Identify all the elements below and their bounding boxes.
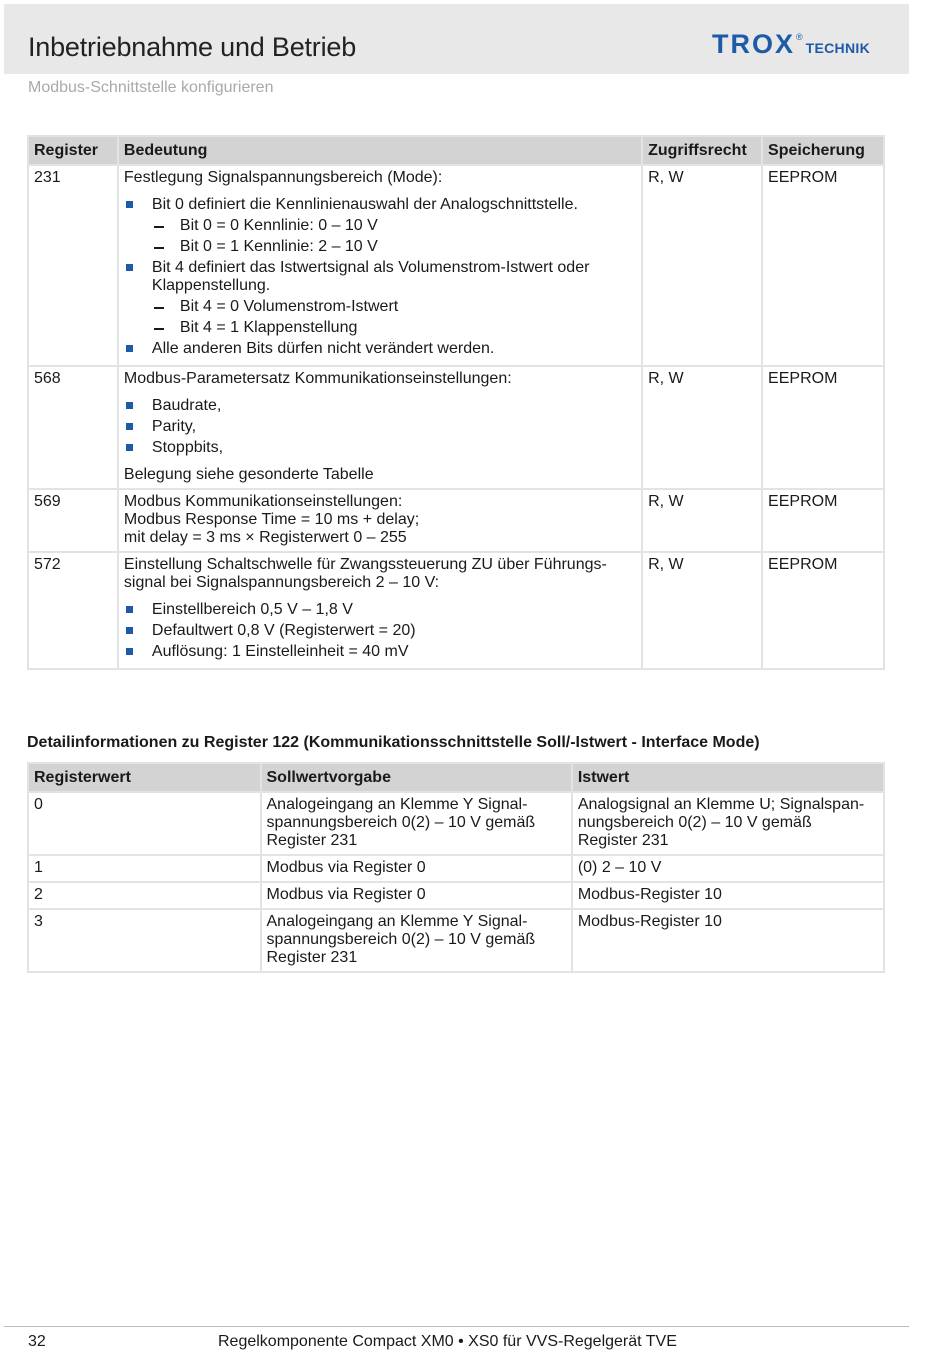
- list-item: [124, 259, 636, 337]
- meaning-line: Modbus Kommunikationseinstellungen:: [123, 493, 403, 510]
- register-value: 1: [28, 855, 261, 882]
- list-item: [124, 196, 636, 256]
- meaning-line: signal bei Signalspannungsbereich 2 – 10 V:: [123, 574, 440, 591]
- table-row: [28, 882, 884, 909]
- list-item-text: Bit 4 definiert das Istwertsignal als Volumenstrom-Istwert oder Klappenstellung.: [151, 259, 590, 294]
- column-header-access: Zugriffsrecht: [642, 136, 762, 165]
- register-value: 3: [28, 909, 261, 972]
- meaning-line: mit delay = 3 ms × Registerwert 0 – 255: [123, 529, 407, 546]
- access-right: R, W: [642, 552, 762, 669]
- storage-type: EEPROM: [762, 366, 884, 489]
- column-header-setpoint: Sollwertvorgabe: [261, 763, 572, 792]
- document-title: Regelkomponente Compact XM0 • XS0 für VVS-Regelgerät TVE: [218, 1333, 677, 1350]
- actual-value-cell: [572, 882, 884, 909]
- logo-brand: TROX: [712, 29, 796, 59]
- page-title: Inbetriebnahme und Betrieb: [28, 32, 357, 62]
- storage-type: EEPROM: [762, 489, 884, 552]
- column-header-meaning: Bedeutung: [118, 136, 642, 165]
- table-row: [28, 792, 884, 855]
- list-item: Defaultwert 0,8 V (Registerwert = 20): [124, 622, 636, 640]
- meaning-intro: Modbus-Parametersatz Kommunikationseinstellungen:: [123, 370, 512, 387]
- register-number: 231: [28, 165, 118, 366]
- list-item: Alle anderen Bits dürfen nicht verändert werden.: [124, 340, 636, 358]
- cell-line: Modbus-Register 10: [577, 913, 722, 930]
- register-table-header: [28, 136, 884, 165]
- cell-line: spannungsbereich 0(2) – 10 V gemäß: [266, 814, 536, 831]
- actual-value-cell: [572, 855, 884, 882]
- page-number: 32: [28, 1333, 46, 1350]
- access-right: R, W: [642, 489, 762, 552]
- setpoint-cell: [261, 855, 572, 882]
- table-row: [28, 489, 884, 552]
- meaning-line: Modbus Response Time = 10 ms + delay;: [123, 511, 420, 528]
- list-item: Parity,: [124, 418, 636, 436]
- table-row: [28, 165, 884, 366]
- footer-divider: [4, 1326, 909, 1327]
- list-item: Baudrate,: [124, 397, 636, 415]
- cell-line: Register 231: [577, 832, 669, 849]
- register-table: [27, 135, 885, 670]
- cell-line: Analogsignal an Klemme U; Signalspan-: [577, 796, 865, 813]
- cell-line: Analogeingang an Klemme Y Signal-: [266, 913, 528, 930]
- cell-line: (0) 2 – 10 V: [577, 859, 662, 876]
- register-meaning: [118, 489, 642, 552]
- list-item: Stoppbits,: [124, 439, 636, 457]
- list-item-text: Bit 0 definiert die Kennlinienauswahl der Analogschnittstelle.: [151, 196, 578, 213]
- actual-value-cell: [572, 909, 884, 972]
- interface-mode-table: [27, 762, 885, 973]
- sub-list-item: Bit 4 = 1 Klappenstellung: [152, 319, 636, 337]
- table-row: [28, 552, 884, 669]
- table-row: [28, 909, 884, 972]
- access-right: R, W: [642, 366, 762, 489]
- logo-registered-mark: ®: [796, 32, 803, 42]
- register-meaning: [118, 366, 642, 489]
- dash-list: [152, 298, 636, 337]
- interface-mode-table-header: [28, 763, 884, 792]
- storage-type: EEPROM: [762, 552, 884, 669]
- table-row: [28, 366, 884, 489]
- register-number: 572: [28, 552, 118, 669]
- meaning-line: Einstellung Schaltschwelle für Zwangssteuerung ZU über Führungs-: [123, 556, 607, 573]
- access-right: R, W: [642, 165, 762, 366]
- setpoint-cell: [261, 792, 572, 855]
- cell-line: Modbus via Register 0: [266, 886, 426, 903]
- section-heading: Detailinformationen zu Register 122 (Kommunikationsschnittstelle Soll/-Istwert - Interface Mode): [27, 734, 760, 751]
- trox-logo: [712, 30, 870, 60]
- actual-value-cell: [572, 792, 884, 855]
- column-header-register-value: Registerwert: [28, 763, 261, 792]
- sub-list-item: Bit 0 = 0 Kennlinie: 0 – 10 V: [152, 217, 636, 235]
- column-header-actual-value: Istwert: [572, 763, 884, 792]
- register-number: 568: [28, 366, 118, 489]
- register-meaning: [118, 165, 642, 366]
- register-meaning: [118, 552, 642, 669]
- bullet-list: [124, 397, 636, 457]
- dash-list: [152, 217, 636, 256]
- storage-type: EEPROM: [762, 165, 884, 366]
- cell-line: Register 231: [266, 949, 358, 966]
- cell-line: Modbus-Register 10: [577, 886, 722, 903]
- cell-line: Analogeingang an Klemme Y Signal-: [266, 796, 528, 813]
- cell-line: Modbus via Register 0: [266, 859, 426, 876]
- column-header-register: Register: [28, 136, 118, 165]
- logo-suffix: TECHNIK: [805, 40, 870, 56]
- list-item: Einstellbereich 0,5 V – 1,8 V: [124, 601, 636, 619]
- bullet-list: [124, 196, 636, 358]
- cell-line: spannungsbereich 0(2) – 10 V gemäß: [266, 931, 536, 948]
- meaning-intro: Festlegung Signalspannungsbereich (Mode):: [123, 169, 443, 186]
- setpoint-cell: [261, 909, 572, 972]
- register-value: 0: [28, 792, 261, 855]
- register-value: 2: [28, 882, 261, 909]
- column-header-storage: Speicherung: [762, 136, 884, 165]
- table-row: [28, 855, 884, 882]
- sub-list-item: Bit 4 = 0 Volumenstrom-Istwert: [152, 298, 636, 316]
- cell-line: Register 231: [266, 832, 358, 849]
- list-item: Auflösung: 1 Einstelleinheit = 40 mV: [124, 643, 636, 661]
- bullet-list: [124, 601, 636, 661]
- meaning-outro: Belegung siehe gesonderte Tabelle: [123, 466, 374, 483]
- register-number: 569: [28, 489, 118, 552]
- setpoint-cell: [261, 882, 572, 909]
- sub-list-item: Bit 0 = 1 Kennlinie: 2 – 10 V: [152, 238, 636, 256]
- cell-line: nungsbereich 0(2) – 10 V gemäß: [577, 814, 812, 831]
- page-subtitle: Modbus-Schnittstelle konfigurieren: [28, 79, 274, 96]
